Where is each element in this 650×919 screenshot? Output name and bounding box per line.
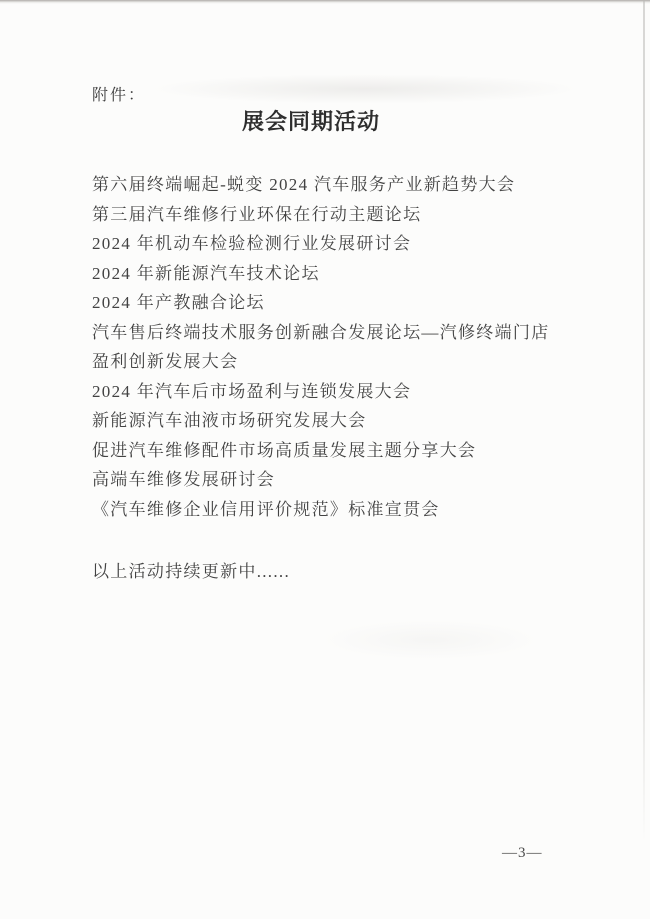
update-note: 以上活动持续更新中......: [92, 562, 290, 581]
activity-list: [92, 170, 572, 524]
scan-top-edge-artifact: [0, 0, 650, 4]
activity-line: 高端车维修发展研讨会: [92, 470, 275, 489]
activity-line: 2024 年新能源汽车技术论坛: [92, 263, 320, 283]
scan-smudge-artifact: [320, 620, 540, 660]
activity-line: 2024 年汽车后市场盈利与连锁发展大会: [92, 381, 412, 401]
activity-line: 《汽车维修企业信用评价规范》标准宣贯会: [92, 499, 440, 519]
scan-smudge-artifact: [150, 74, 580, 104]
activity-line: 汽车售后终端技术服务创新融合发展论坛—汽修终端门店: [92, 322, 550, 342]
activity-line: 盈利创新发展大会: [92, 352, 239, 371]
scan-right-edge-artifact: [643, 0, 645, 842]
page-number: —3—: [502, 845, 543, 861]
activity-line: 第三届汽车维修行业环保在行动主题论坛: [92, 204, 422, 224]
activity-line: 促进汽车维修配件市场高质量发展主题分享大会: [92, 440, 477, 460]
page-title: 展会同期活动: [241, 109, 380, 134]
activity-line: 2024 年机动车检验检测行业发展研讨会: [92, 234, 412, 253]
activity-line: 新能源汽车油液市场研究发展大会: [92, 411, 367, 430]
activity-line: 2024 年产教融合论坛: [92, 293, 265, 312]
activity-line: 第六届终端崛起-蜕变 2024 汽车服务产业新趋势大会: [92, 175, 516, 194]
attachment-label: 附件：: [92, 87, 147, 104]
